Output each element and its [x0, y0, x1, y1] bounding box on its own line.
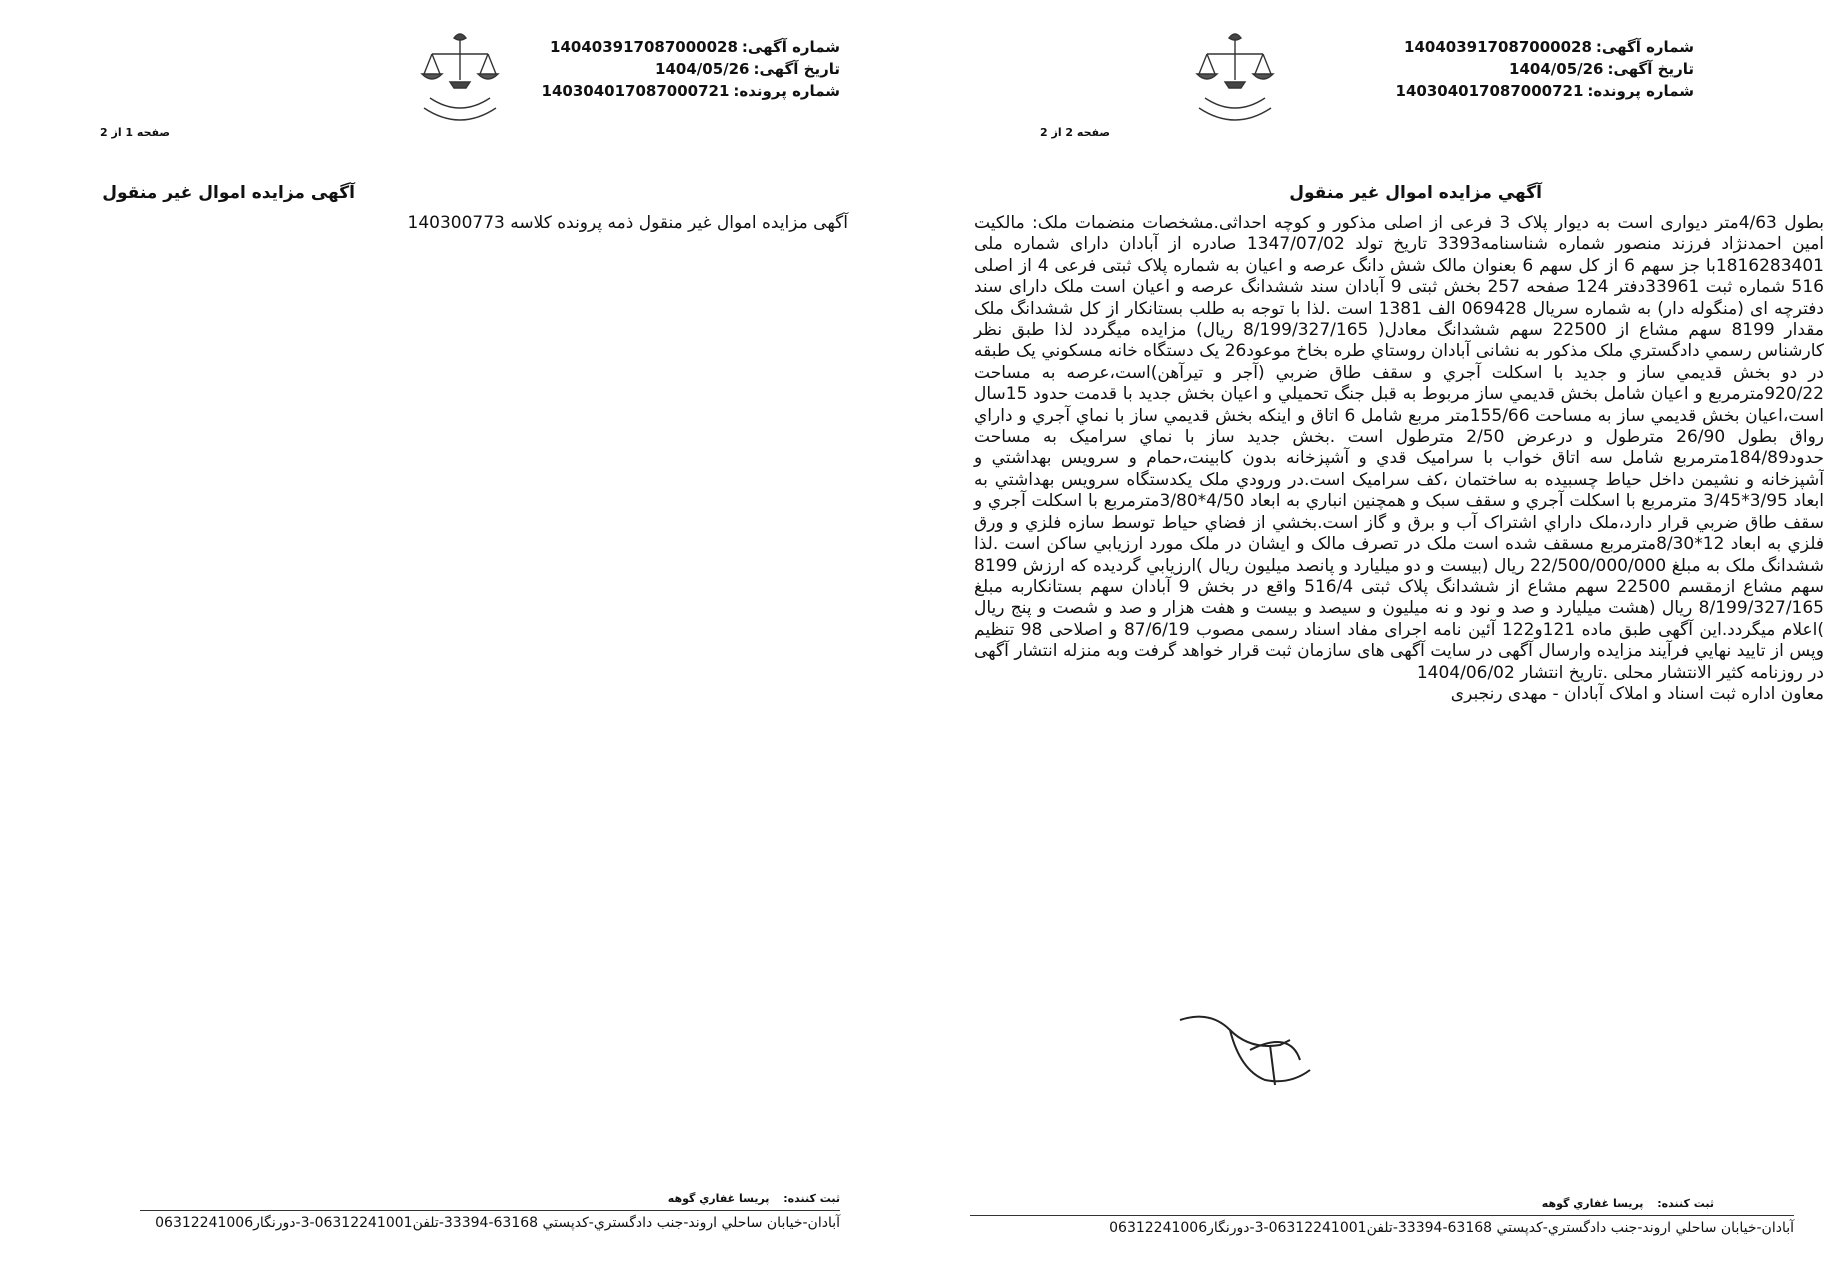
office-address: آبادان-خيابان ساحلي اروند-جنب دادگستري-کدپستي 63168-33394-تلفن06312241001-3-دورنگار06312241006 — [1109, 1220, 1794, 1236]
registrar — [668, 1192, 840, 1205]
notice-number: 140403917087000028 — [550, 38, 738, 56]
notice-body — [974, 213, 1824, 705]
office-address: آبادان-خيابان ساحلي اروند-جنب دادگستري-کدپستي 63168-33394-تلفن06312241001-3-دورنگار06312241006 — [155, 1215, 840, 1231]
notice-body — [0, 213, 848, 234]
notice-meta — [1396, 36, 1694, 102]
judiciary-emblem-icon — [1185, 28, 1285, 148]
body-paragraph: آگهی مزایده اموال غیر منقول ذمه پرونده کلاسه 140300773 — [407, 213, 848, 233]
case-number: 140304017087000721 — [541, 82, 730, 100]
page-number: صفحه 1 از 2 — [100, 126, 171, 139]
case-number-label: شماره پرونده: — [733, 82, 840, 100]
registrar-label: ثبت کننده: — [783, 1192, 840, 1205]
notice-number-label: شماره آگهی: — [741, 38, 840, 56]
notice-date-label: تاریخ آگهی: — [1607, 60, 1694, 78]
notice-date: 1404/05/26 — [1509, 60, 1604, 78]
notice-title: آگهي مزايده اموال غير منقول — [1289, 183, 1542, 203]
footer-divider — [970, 1215, 1794, 1216]
notice-date-label: تاریخ آگهی: — [753, 60, 840, 78]
notice-number: 140403917087000028 — [1404, 38, 1592, 56]
notice-page-2 — [940, 0, 1824, 1272]
notice-date: 1404/05/26 — [655, 60, 750, 78]
signatory-line: معاون اداره ثبت اسناد و املاک آبادان - مهدی رنجبری — [1450, 683, 1824, 704]
notice-number-label: شماره آگهی: — [1595, 38, 1694, 56]
body-paragraph: بطول 4/63متر دیواری است به دیوار پلاک 3 فرعی از اصلی مذکور و کوچه احداثی.مشخصات منضمات ملک: مالکیت امین احمدنژاد فرزند منصور شماره شناسنامه3393 تاریخ تولد 1347/07/02 صادره از آبادان دارای شماره ملی 1816283401با جز سهم 6 از کل سهم 6 بعنوان مالک شش دانگ عرصه و اعیان به شماره پلاک ثبتی فرعی 4 از اصلی 516 شماره ثبت 33961دفتر 124 صفحه 257 بخش ثبتی 9 آبادان سند ششدانگ عرصه و اعیان است ملک دارای سند دفترچه ای (منگوله دار) به شماره سریال 069428 الف 1381 است .لذا با توجه به طلب بستانکار از کل ششدانگ ملک مقدار 8199 سهم مشاع از 22500 سهم ششدانگ معادل( 8/199/327/165 ريال) مزايده ميگردد لذا طبق نظر كارشناس رسمي دادگستري ملک مذکور به نشانی آبادان روستاي طره بخاخ موعود26 يک دستگاه خانه مسكوني يک طبقه در دو بخش قديمي ساز و جديد با اسكلت آجري و سقف طاق ضربي (آجر و تيرآهن)است،عرصه به مساحت 920/22مترمربع و اعيان شامل بخش قديمي ساز مربوط به قبل جنگ تحميلي و اعيان بخش جديد با قدمت حدود 15سال است،اعيان بخش قديمي ساز به مساحت 155/66متر مربع شامل 6 اتاق و اينكه بخش قديمي ساز با نماي آجري و داراي رواق بطول 26/90 مترطول و درعرض 2/50 مترطول است .بخش جديد ساز با نماي سراميک به مساحت حدود184/89مترمربع شامل سه اتاق خواب با سراميک قدي و آشپزخانه بدون كابينت،حمام و سرويس بهداشتي و آشپزخانه و نشيمن داخل حياط چسبيده به ساختمان ،كف سراميک است.در ورودي ملک يكدستگاه سرويس بهداشتي به ابعاد 3/95*3/45 مترمربع با اسكلت آجري و سقف سبک و همچنين انباري به ابعاد 4/50*3/80مترمربع با اسكلت آجري و سقف طاق ضربي قرار دارد،ملک داراي اشتراک آب و برق و گاز است.بخشي از فضاي حياط توسط سازه فلزي و ورق فلزي به ابعاد 12*8/30مترمربع مسقف شده است ملک در تصرف مالک و ايشان در ملک مورد ارزيابي ساكن است .لذا ششدانگ ملک به مبلغ 22/500/000/000 ريال (بيست و دو ميليارد و پانصد ميليون ريال )ارزيابي گرديده كه ارزش 8199 سهم مشاع ازمقسم 22500 سهم مشاع از ششدانگ پلاک ثبتی 516/4 واقع در بخش 9 آبادان سهم بستانكاربه مبلغ 8/199/327/165 ريال (هشت ميليارد و صد و نود و نه ميليون و سيصد و بيست و هفت هزار و صد و شصت و پنج ريال )اعلام ميگردد.اين آگهی طبق ماده 121و122 آئين نامه اجرای مفاد اسناد رسمی مصوب 87/6/19 و اصلاحی 98 تنظيم وپس از تاييد نهايي فرآيند مزايده وارسال آگهی در سايت آگهی های سازمان ثبت قرار خواهد گرفت وبه منزله انتشار آگهی در روزنامه كثير الانتشار محلی .تاريخ انتشار 1404/06/02 — [974, 213, 1824, 683]
footer-divider — [140, 1210, 840, 1211]
registrar-name: پريسا غفاري گوهه — [1541, 1197, 1644, 1210]
signature-icon — [1170, 990, 1330, 1100]
registrar-name: پریسا غفاري گوهه — [667, 1192, 770, 1205]
page-number: صفحه 2 از 2 — [1040, 126, 1111, 139]
case-number: 140304017087000721 — [1395, 82, 1584, 100]
judiciary-emblem-icon — [410, 28, 510, 148]
notice-meta — [542, 36, 840, 102]
notice-page-1 — [0, 0, 860, 1272]
case-number-label: شماره پرونده: — [1587, 82, 1694, 100]
notice-title: آگهی مزایده اموال غیر منقول — [102, 183, 355, 203]
registrar — [1542, 1197, 1714, 1210]
registrar-label: ثبت كننده: — [1657, 1197, 1714, 1210]
